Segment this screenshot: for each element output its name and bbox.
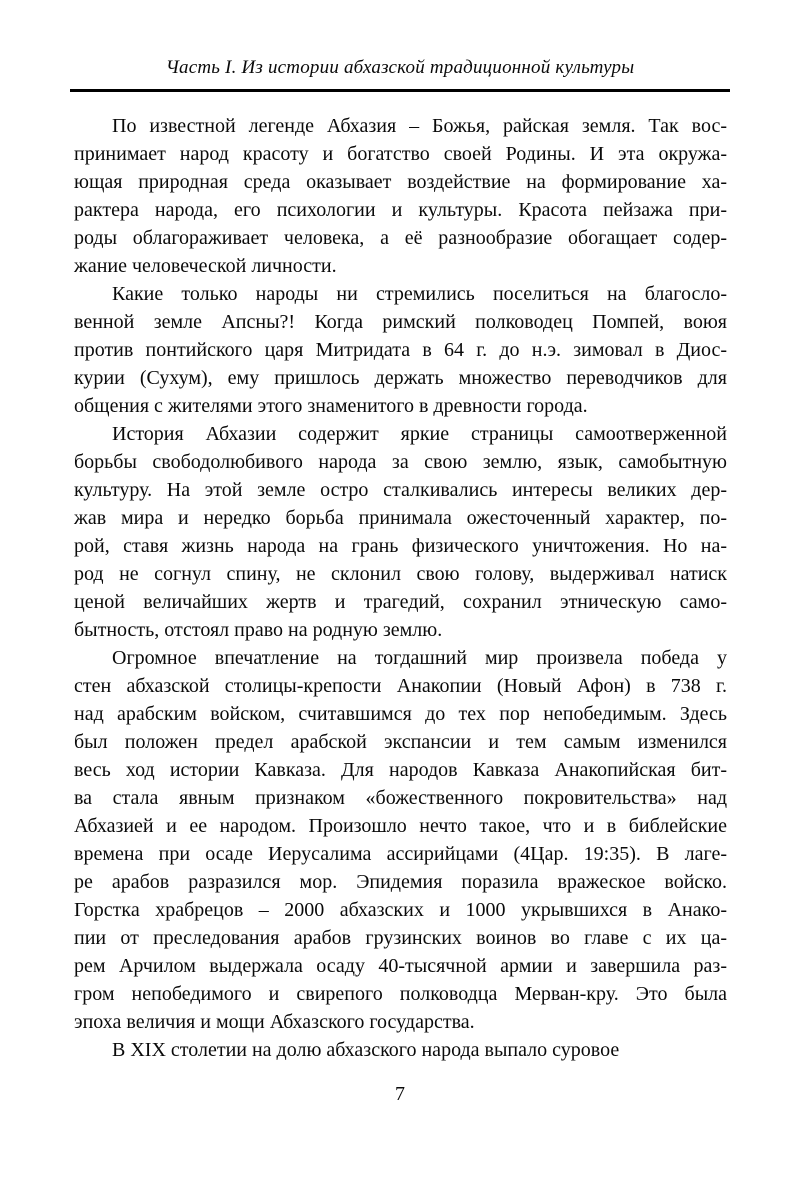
paragraph	[74, 420, 727, 644]
paragraph	[74, 1036, 727, 1064]
text-line: гром непобедимого и свирепого полководца Мерван-кру. Это была	[74, 983, 727, 1005]
text-line: времена при осаде Иерусалима ассирийцами (4Цар. 19:35). В лаге-	[74, 843, 727, 865]
text-line: над арабским войском, считавшимся до тех пор непобедимым. Здесь	[74, 703, 727, 725]
text-line: ре арабов разразился мор. Эпидемия поразила вражеское войско.	[74, 871, 727, 893]
text-line: Горстка храбрецов – 2000 абхазских и 1000 укрывшихся в Анако-	[74, 899, 727, 921]
text-line: Какие только народы ни стремились поселиться на благосло-	[112, 283, 727, 305]
text-line: культуру. На этой земле остро сталкивались интересы великих дер-	[74, 479, 727, 501]
text-line: ва стала явным признаком «божественного покровительства» над	[74, 787, 727, 809]
text-line: Абхазией и ее народом. Произошло нечто такое, что и в библейские	[74, 815, 727, 837]
page-number: 7	[395, 1083, 405, 1105]
text-line: против понтийского царя Митридата в 64 г. до н.э. зимовал в Диос-	[74, 339, 727, 361]
text-line: весь ход истории Кавказа. Для народов Кавказа Анакопийская бит-	[74, 759, 727, 781]
text-line: Огромное впечатление на тогдашний мир произвела победа у	[112, 647, 727, 669]
text-line: пии от преследования арабов грузинских воинов во главе с их ца-	[74, 927, 727, 949]
paragraph	[74, 280, 727, 420]
text-line: был положен предел арабской экспансии и тем самым изменился	[74, 731, 727, 753]
text-line: ющая природная среда оказывает воздействие на формирование ха-	[74, 171, 727, 193]
text-line: общения с жителями этого знаменитого в древности города.	[74, 395, 588, 417]
text-line: рем Арчилом выдержала осаду 40-тысячной армии и завершила раз-	[74, 955, 727, 977]
text-line: курии (Сухум), ему пришлось держать множество переводчиков для	[74, 367, 727, 389]
text-line: рактера народа, его психологии и культуры. Красота пейзажа при-	[74, 199, 727, 221]
text-line: борьбы свободолюбивого народа за свою землю, язык, самобытную	[74, 451, 727, 473]
text-line: роды облагораживает человека, а её разнообразие обогащает содер-	[74, 227, 727, 249]
text-line: рой, ставя жизнь народа на грань физического уничтожения. Но на-	[74, 535, 727, 557]
text-line: жав мира и нередко борьба принимала ожесточенный характер, по-	[74, 507, 727, 529]
header-rule	[70, 89, 730, 92]
text-line: венной земле Апсны?! Когда римский полководец Помпей, воюя	[74, 311, 727, 333]
paragraph	[74, 644, 727, 1036]
text-line: бытность, отстоял право на родную землю.	[74, 619, 443, 641]
text-line: В XIX столетии на долю абхазского народа выпало суровое	[112, 1039, 620, 1061]
running-header: Часть I. Из истории абхазской традиционной культуры	[165, 57, 635, 78]
paragraph	[74, 112, 727, 280]
text-line: принимает народ красоту и богатство своей Родины. И эта окружа-	[74, 143, 727, 165]
text-line: ценой величайших жертв и трагедий, сохранил этническую само-	[74, 591, 727, 613]
text-line: жание человеческой личности.	[74, 255, 337, 277]
text-line: стен абхазской столицы-крепости Анакопии (Новый Афон) в 738 г.	[74, 675, 727, 697]
text-line: род не согнул спину, не склонил свою голову, выдерживал натиск	[74, 563, 727, 585]
text-block	[74, 112, 727, 1064]
text-line: По известной легенде Абхазия – Божья, райская земля. Так вос-	[112, 115, 727, 137]
text-line: История Абхазии содержит яркие страницы самоотверженной	[112, 423, 727, 445]
text-line: эпоха величия и мощи Абхазского государства.	[74, 1011, 475, 1033]
